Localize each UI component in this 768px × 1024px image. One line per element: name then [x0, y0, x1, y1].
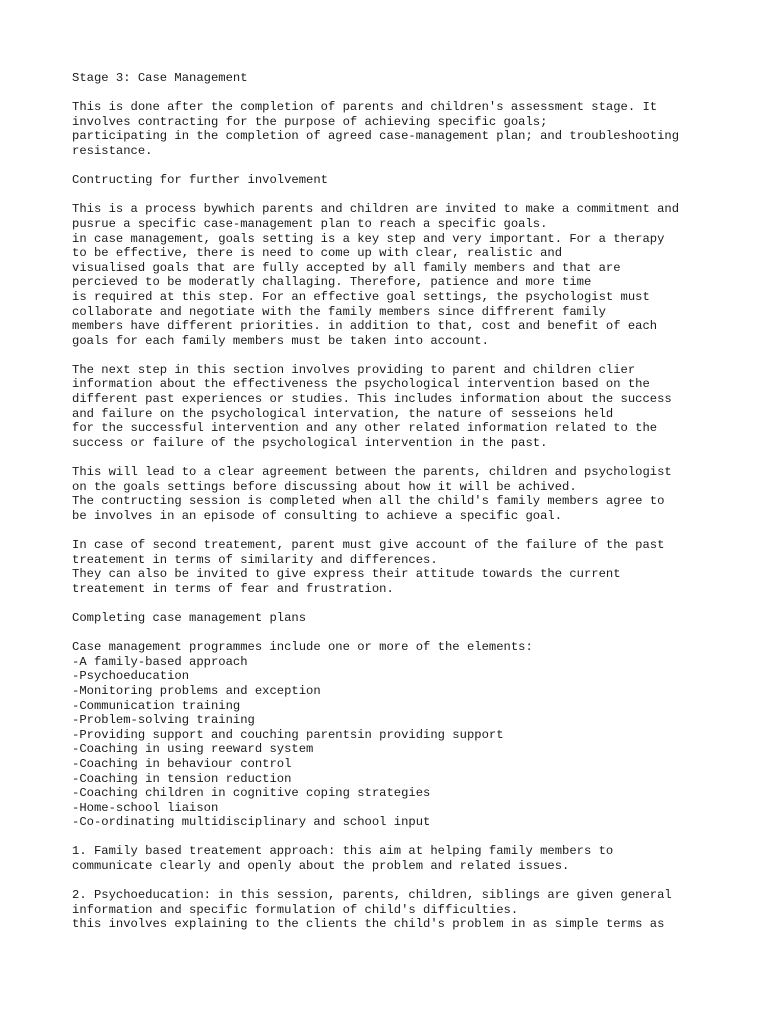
text-line: visualised goals that are fully accepted by all family members and that are	[72, 260, 621, 275]
text-line: participating in the completion of agreed case-management plan; and troubleshooting	[72, 129, 680, 144]
text-line: is required at this step. For an effective goal settings, the psychologist must	[72, 289, 650, 304]
text-line: This is a process bywhich parents and children are invited to make a commitment and	[72, 202, 680, 217]
text-line: -Psychoeducation	[72, 669, 190, 684]
text-line: in case management, goals setting is a key step and very important. For a therapy	[72, 231, 665, 246]
paragraph-gap	[72, 348, 732, 363]
text-line: success or failure of the psychological intervention in the past.	[72, 435, 548, 450]
document-page	[72, 71, 732, 932]
text-line: be involves in an episode of consulting to achieve a specific goal.	[72, 508, 563, 523]
text-line: goals for each family members must be taken into account.	[72, 333, 489, 348]
text-line: -Problem-solving training	[72, 713, 255, 728]
text-line: -Coaching in tension reduction	[72, 771, 292, 786]
text-line: -Monitoring problems and exception	[72, 683, 321, 698]
text-line: -Communication training	[72, 698, 241, 713]
text-line: involves contracting for the purpose of achieving specific goals;	[72, 114, 548, 129]
text-line: different past experiences or studies. This includes information about the success	[72, 392, 672, 407]
text-paragraph	[72, 363, 732, 451]
text-line: -Coaching in behaviour control	[72, 756, 292, 771]
text-line: this involves explaining to the clients the child's problem in as simple terms as	[72, 917, 665, 932]
text-line: collaborate and negotiate with the family members since diffrerent family	[72, 304, 606, 319]
text-line: Completing case management plans	[72, 610, 307, 625]
text-paragraph	[72, 538, 732, 596]
text-line: pusrue a specific case-management plan to reach a specific goals.	[72, 216, 548, 231]
text-line: The contructing session is completed when all the child's family members agree to	[72, 494, 665, 509]
text-line: -A family-based approach	[72, 654, 248, 669]
text-line: This will lead to a clear agreement between the parents, children and psychologist	[72, 465, 672, 480]
text-line: Contructing for further involvement	[72, 173, 328, 188]
text-line: resistance.	[72, 143, 153, 158]
paragraph-gap	[72, 86, 732, 101]
text-line: Stage 3: Case Management	[72, 71, 248, 85]
paragraph-gap	[72, 523, 732, 538]
paragraph-gap	[72, 830, 732, 845]
text-line: treatement in terms of similarity and differences.	[72, 552, 438, 567]
text-paragraph	[72, 202, 732, 348]
paragraph-gap	[72, 450, 732, 465]
text-line: 2. Psychoeducation: in this session, parents, children, siblings are given general	[72, 888, 672, 903]
text-line: 1. Family based treatement approach: this aim at helping family members to	[72, 844, 614, 859]
text-line: -Coaching in using reeward system	[72, 742, 314, 757]
text-line: -Co-ordinating multidisciplinary and school input	[72, 815, 431, 830]
paragraph-gap	[72, 159, 732, 174]
text-paragraph	[72, 640, 732, 830]
text-paragraph	[72, 100, 732, 158]
text-line: -Providing support and couching parentsin providing support	[72, 727, 504, 742]
section-heading	[72, 71, 732, 86]
text-line: and failure on the psychological intervation, the nature of sesseions held	[72, 406, 614, 421]
text-line: communicate clearly and openly about the problem and related issues.	[72, 859, 570, 874]
paragraph-gap	[72, 188, 732, 203]
paragraph-gap	[72, 596, 732, 611]
text-line: -Home-school liaison	[72, 800, 219, 815]
text-line: on the goals settings before discussing about how it will be achived.	[72, 479, 577, 494]
paragraph-gap	[72, 874, 732, 889]
text-line: information about the effectiveness the psychological intervention based on the	[72, 377, 650, 392]
text-paragraph	[72, 844, 732, 873]
text-line: They can also be invited to give express their attitude towards the current	[72, 567, 621, 582]
text-line: percieved to be moderatly challaging. Therefore, patience and more time	[72, 275, 592, 290]
text-line: members have different priorities. in addition to that, cost and benefit of each	[72, 319, 658, 334]
text-line: to be effective, there is need to come up with clear, realistic and	[72, 246, 563, 261]
section-heading	[72, 611, 732, 626]
text-line: The next step in this section involves providing to parent and children clier	[72, 362, 636, 377]
text-line: -Coaching children in cognitive coping strategies	[72, 786, 431, 801]
section-heading	[72, 173, 732, 188]
text-line: information and specific formulation of child's difficulties.	[72, 902, 519, 917]
text-line: for the successful intervention and any other related information related to the	[72, 421, 658, 436]
text-paragraph	[72, 888, 732, 932]
text-line: treatement in terms of fear and frustration.	[72, 581, 394, 596]
text-line: This is done after the completion of parents and children's assessment stage. It	[72, 100, 658, 115]
text-line: Case management programmes include one or more of the elements:	[72, 640, 533, 655]
text-paragraph	[72, 465, 732, 523]
text-line: In case of second treatement, parent must give account of the failure of the past	[72, 538, 665, 552]
paragraph-gap	[72, 626, 732, 641]
